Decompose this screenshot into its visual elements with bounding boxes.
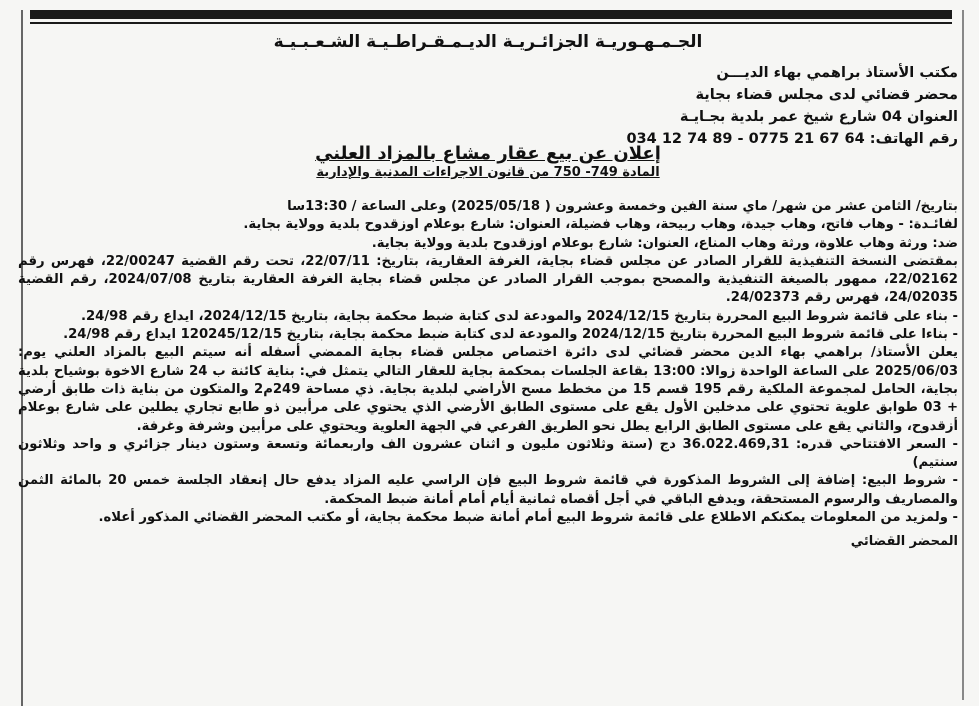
republic-heading: الجـمـهـوريـة الجزائـريـة الديـمـقـراطـيـة الشـعـبـيـة (273, 32, 703, 52)
bailiff-header (18, 62, 958, 150)
signature-label: المحضر القضائي (850, 534, 958, 550)
pursuant-paragraph: بمقتضى النسخة التنفيذية للقرار الصادر عن مجلس قضاء بجاية، الغرفة العقارية، بتاريخ: 22/07/11، تحت رقم القضية 22/00247، فهرس رقم 22/02162، ممهور بالصيغة التنفيذية والمصحح بموجب القرار الصادر عن مجلس قضاء بجاية الغرفة العقارية بتاريخ 2024/07/08، رقم القضية 24/02035، فهرس رقم 24/02373. (18, 253, 958, 306)
bailiff-role: محضر قضائي لدى مجلس قضاء بجاية (695, 87, 958, 103)
sale-conditions-deposit-2: - بناءا على قائمة شروط البيع المحررة بتاريخ 2024/12/15 والمودعة لدى كتابة ضبط محكمة بجاية، بتاريخ 120245/12/15 ايداع رقم 24/98. (63, 327, 958, 343)
office-name: مكتب الأستاذ براهمي بهاء الديـــن (716, 65, 958, 81)
notice-subtitle (18, 164, 958, 182)
sale-conditions: - شروط البيع: إضافة إلى الشروط المذكورة في قائمة شروط البيع فإن الراسي عليه المزاد يدفع حال إنعقاد الجلسة خمس 20 بالمائة الثمن والمصاريف والرسوم المستحقة، ويدفع الباقي في أجل أقصاه ثمانية أيام أمام أمانة ضبط المحكمة. (18, 473, 958, 507)
right-border-line (962, 10, 964, 700)
auction-date-line: بتاريخ/ الثامن عشر من شهر/ ماي سنة الفين وخمسة وعشرون ( 2025/05/18) وعلى الساعة / 13:30سا (287, 199, 958, 214)
beneficiary-line: لفائـدة: - وهاب فاتح، وهاب جيدة، وهاب ربيحة، وهاب فضيلة، العنوان: شارع بوعلام اوزقدوح بلدية وولاية بجاية. (243, 217, 958, 233)
notice-title-text: إعلان عن بيع عقار مشاع بالمزاد العلني (315, 143, 661, 164)
notice-document (18, 28, 958, 698)
top-border-line (30, 10, 952, 19)
auction-announcement: يعلن الأستاذ/ براهمي بهاء الدين محضر قضائي لدى دائرة اختصاص مجلس قضاء بجاية الممضي أسفله أنه سيتم البيع بالمزاد العلني يوم: 2025/06/03 على الساعة الواحدة زوالا: 13:00 بقاعة الجلسات بمحكمة بجاية للعقار التالي يتمثل في: بناية كائنة ب 24 شارع الاخوة بوشياح بلدية بجاية، الحامل لمجموعة الملكية رقم 195 قسم 15 من مخطط مسح الأراضي لبلدية بجاية. ذي مساحة 249م2 والمتكون من بناية ذات طابق أرضي + 03 طوابق علوية تحتوي على مدخلين الأول يقع على مستوى الطابق الأرضي الذي يحتوي على مرأبين ذو طابع تجاري يطلين على شارع بوعلام أزقدوح، والثاني يقع على مستوى الطابق الرابع يطل نحو الطريق الفرعي في الجهة العلوية ويحتوي على مرأبين وشرفة وغرفة. (18, 345, 959, 434)
notice-body (18, 198, 958, 527)
more-info: - ولمزيد من المعلومات يمكنكم الاطلاع على قائمة شروط البيع أمام أمانة ضبط محكمة بجاية، أو مكتب المحضر القضائي المذكور أعلاه. (98, 510, 958, 526)
office-phone: رقم الهاتف: 64 67 21 0775 - 89 74 12 034 (626, 131, 958, 147)
against-line: ضد: ورثة وهاب علاوة، ورثة وهاب المناع، العنوان: شارع بوعلام اوزقدوح بلدية وولاية بجاية. (371, 235, 958, 251)
sale-conditions-deposit-1: - بناء على قائمة شروط البيع المحررة بتاريخ 2024/12/15 والمودعة لدى كتابة ضبط محكمة بجاية، بتاريخ 2024/12/15، ايداع رقم 24/98. (80, 308, 958, 324)
office-address: العنوان 04 شارع شيخ عمر بلدية بجـايـة (679, 109, 958, 125)
notice-subtitle-text: المادة 749- 750 من قانون الاجراءات المدنية والإدارية (316, 165, 660, 180)
top-border-thin-line (30, 22, 952, 24)
opening-price: - السعر الافتتاحي قدره: 36.022.469,31 دج (ستة وثلاثون مليون و اثنان عشرون الف واربعمائة وتسعة وستون دينار جزائري و واحد وثلاثون سنتيم) (18, 436, 958, 471)
